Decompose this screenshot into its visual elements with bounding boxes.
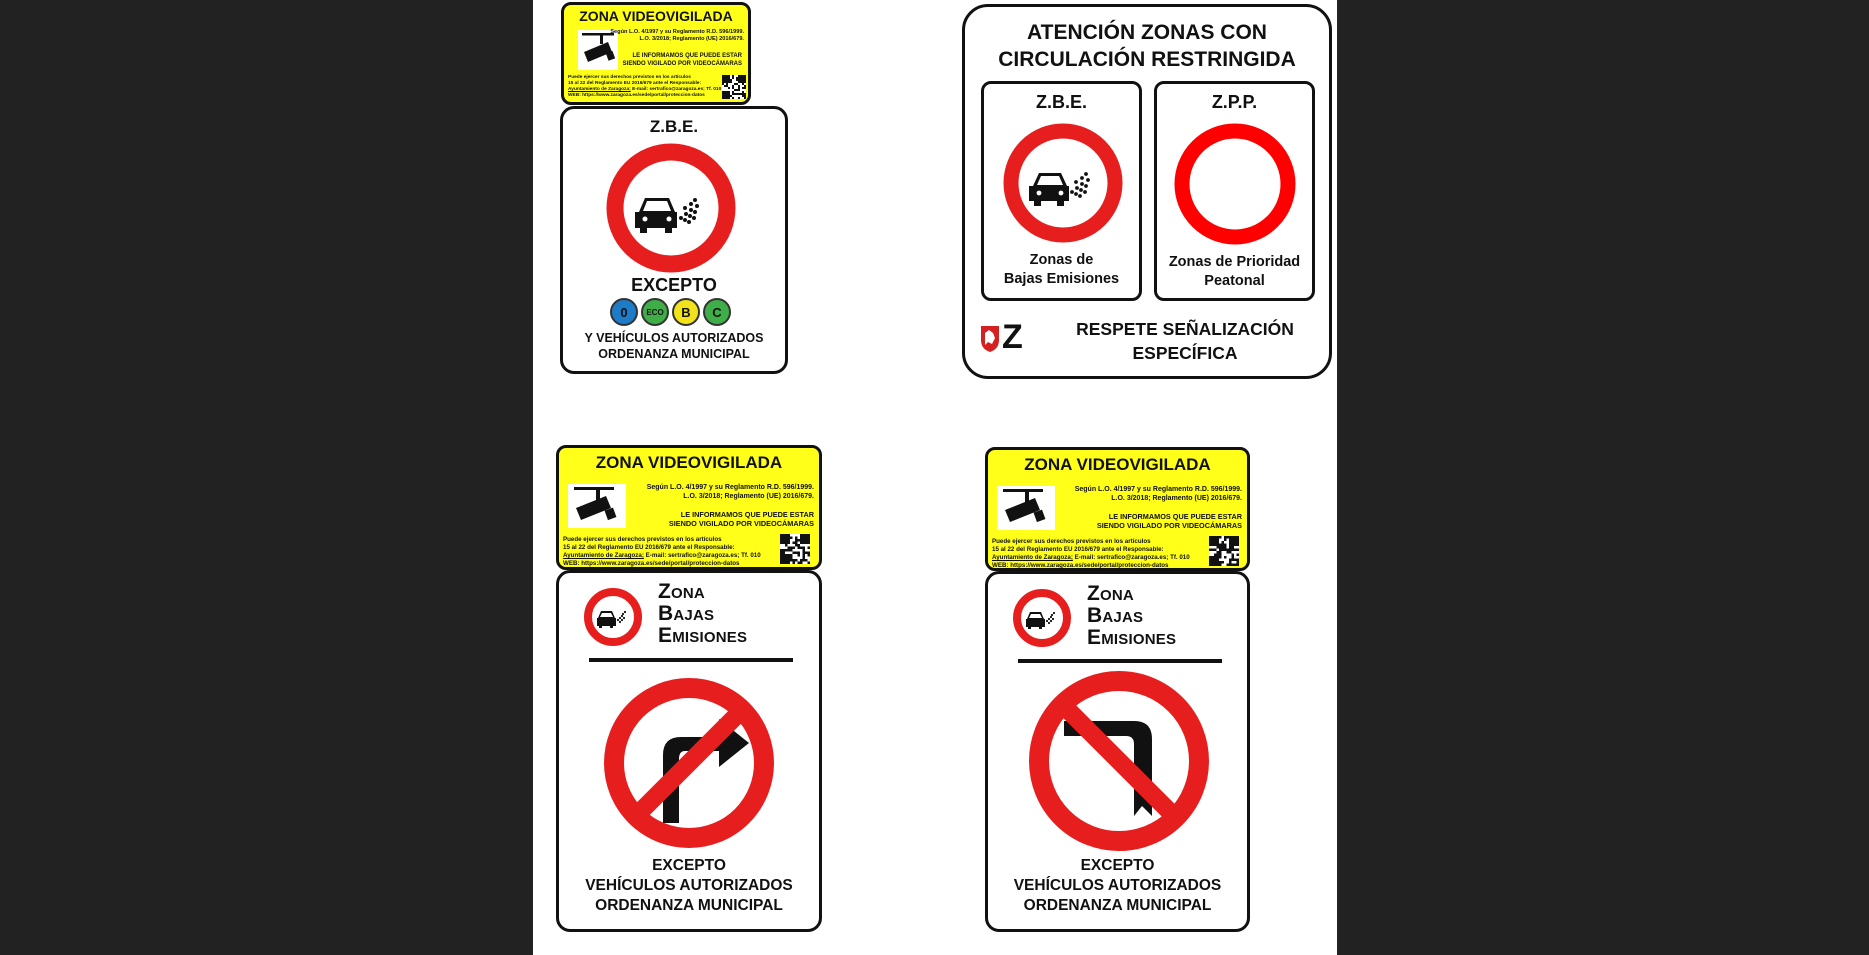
videovigilancia-rights-2: 15 al 22 del Reglamento EU 2016/679 ante el Responsable:	[563, 544, 735, 551]
videovigilancia-legal-1: Según L.O. 4/1997 y su Reglamento R.D. 596/1999.	[646, 484, 814, 491]
no-right-turn-sign	[556, 570, 822, 932]
zbe-excepto-label: EXCEPTO	[631, 275, 717, 295]
excepto-line2: ORDENANZA MUNICIPAL	[595, 897, 783, 914]
videovigilancia-sign-bottom-right	[985, 447, 1250, 571]
videovigilancia-contact-line	[992, 554, 1190, 562]
qr-code-icon	[722, 75, 746, 104]
videovigilancia-notice-1: LE INFORMAMOS QUE PUEDE ESTAR	[1108, 512, 1242, 521]
zbe-excepto-sign	[560, 106, 788, 374]
divider	[589, 658, 793, 662]
videovigilancia-contact: E-mail: sertrafico@zaragoza.es; Tf. 010	[645, 552, 761, 559]
zone-word-2: Bajas	[658, 602, 715, 625]
security-camera-icon	[997, 486, 1055, 530]
excepto-line1: VEHÍCULOS AUTORIZADOS	[1013, 877, 1222, 894]
videovigilancia-legal-2: L.O. 3/2018; Reglamento (UE) 2016/679.	[683, 493, 814, 500]
zone-word-2: Bajas	[1087, 604, 1144, 627]
qr-code-icon	[1209, 536, 1239, 571]
zone-word-3: Emisiones	[658, 624, 748, 647]
videovigilancia-notice-2: SIENDO VIGILADO POR VIDEOCÁMARAS	[622, 61, 742, 67]
excepto-label: EXCEPTO	[1080, 857, 1155, 874]
low-emission-car-icon	[583, 587, 643, 647]
zpp-panel	[1154, 81, 1315, 301]
videovigilancia-legal-1: Según L.O. 4/1997 y su Reglamento R.D. 596/1999.	[610, 29, 744, 35]
videovigilancia-sign-top-left	[561, 2, 751, 105]
zbe-heading: Z.B.E.	[649, 117, 699, 136]
badge-zero-icon: 0	[610, 298, 638, 326]
zbe-panel	[981, 81, 1142, 301]
zone-word-1: Zona	[1087, 582, 1134, 605]
low-emission-car-icon	[1012, 588, 1072, 648]
low-emission-car-icon	[1002, 122, 1124, 244]
videovigilancia-legal-2: L.O. 3/2018; Reglamento (UE) 2016/679.	[639, 36, 744, 42]
videovigilancia-title: ZONA VIDEOVIGILADA	[579, 8, 733, 24]
badge-c-icon: C	[703, 298, 731, 326]
videovigilancia-legal-1: Según L.O. 4/1997 y su Reglamento R.D. 596/1999.	[1074, 486, 1242, 493]
videovigilancia-sign-bottom-left	[556, 445, 822, 570]
videovigilancia-notice-1: LE INFORMAMOS QUE PUEDE ESTAR	[632, 53, 742, 59]
videovigilancia-rights-1: Puede ejercer sus derechos previstos en los artículos	[992, 538, 1151, 545]
videovigilancia-web: WEB: https://www.zaragoza.es/sede/portal/proteccion-datos	[568, 93, 705, 98]
videovigilancia-responsible: Ayuntamiento de Zaragoza;	[568, 87, 631, 92]
videovigilancia-legal-2: L.O. 3/2018; Reglamento (UE) 2016/679.	[1111, 495, 1242, 502]
videovigilancia-rights-1: Puede ejercer sus derechos previstos en los artículos	[568, 75, 691, 80]
qr-code-icon	[780, 534, 810, 569]
zaragoza-lion-icon	[980, 325, 1000, 353]
zbe-panel-heading: Z.B.E.	[1035, 92, 1087, 112]
zaragoza-logo-letter: Z	[1002, 318, 1023, 356]
zpp-panel-label-2: Peatonal	[1204, 273, 1265, 289]
divider	[1018, 659, 1222, 663]
atencion-footer-2: ESPECÍFICA	[1132, 343, 1238, 363]
videovigilancia-title: ZONA VIDEOVIGILADA	[595, 453, 783, 472]
zbe-panel-label-2: Bajas Emisiones	[1003, 271, 1120, 287]
videovigilancia-notice-2: SIENDO VIGILADO POR VIDEOCÁMARAS	[668, 519, 814, 528]
no-right-turn-icon	[599, 673, 779, 853]
videovigilancia-title: ZONA VIDEOVIGILADA	[1024, 455, 1211, 474]
videovigilancia-responsible: Ayuntamiento de Zaragoza;	[992, 554, 1073, 561]
videovigilancia-notice-2: SIENDO VIGILADO POR VIDEOCÁMARAS	[1096, 521, 1242, 530]
zbe-panel-label-1: Zonas de	[1029, 252, 1094, 268]
videovigilancia-web: WEB: https://www.zaragoza.es/sede/portal/proteccion-datos	[992, 562, 1169, 569]
videovigilancia-rights-1: Puede ejercer sus derechos previstos en los artículos	[563, 536, 722, 543]
security-camera-icon	[578, 30, 618, 70]
videovigilancia-contact: E-mail: sertrafico@zaragoza.es; Tf. 010	[632, 87, 722, 92]
videovigilancia-web: WEB: https://www.zaragoza.es/sede/portal/proteccion-datos	[563, 560, 740, 567]
videovigilancia-rights-2: 15 al 22 del Reglamento EU 2016/679 ante el Responsable:	[992, 546, 1164, 553]
atencion-title-2: CIRCULACIÓN RESTRINGIDA	[998, 48, 1296, 71]
excepto-line2: ORDENANZA MUNICIPAL	[1023, 897, 1212, 914]
zpp-panel-heading: Z.P.P.	[1211, 92, 1258, 112]
no-left-turn-icon	[1024, 666, 1214, 856]
atencion-footer-1: RESPETE SEÑALIZACIÓN	[1076, 319, 1294, 339]
no-vehicles-icon	[1173, 122, 1297, 246]
signage-sheet	[533, 0, 1337, 955]
zpp-panel-label-1: Zonas de Prioridad	[1168, 254, 1301, 270]
badge-eco-icon: ECO	[641, 298, 669, 326]
excepto-line1: VEHÍCULOS AUTORIZADOS	[585, 877, 793, 894]
videovigilancia-responsible: Ayuntamiento de Zaragoza;	[563, 552, 644, 559]
security-camera-icon	[568, 484, 626, 528]
low-emission-car-icon	[605, 142, 737, 274]
excepto-label: EXCEPTO	[652, 857, 726, 874]
videovigilancia-contact-line	[563, 552, 761, 560]
atencion-title-1: ATENCIÓN ZONAS CON	[1027, 21, 1267, 44]
zbe-excepto-line2: ORDENANZA MUNICIPAL	[598, 347, 750, 361]
videovigilancia-contact: E-mail: sertrafico@zaragoza.es; Tf. 010	[1074, 554, 1190, 561]
atencion-sign	[962, 4, 1332, 379]
videovigilancia-rights-2: 15 al 22 del Reglamento EU 2016/679 ante el Responsable:	[568, 81, 702, 86]
zone-word-1: Zona	[658, 580, 705, 603]
videovigilancia-notice-1: LE INFORMAMOS QUE PUEDE ESTAR	[680, 510, 814, 519]
badge-b-icon: B	[672, 298, 700, 326]
zbe-excepto-line1: Y VEHÍCULOS AUTORIZADOS	[584, 331, 764, 345]
no-left-turn-sign	[985, 571, 1250, 932]
zone-word-3: Emisiones	[1087, 626, 1177, 649]
